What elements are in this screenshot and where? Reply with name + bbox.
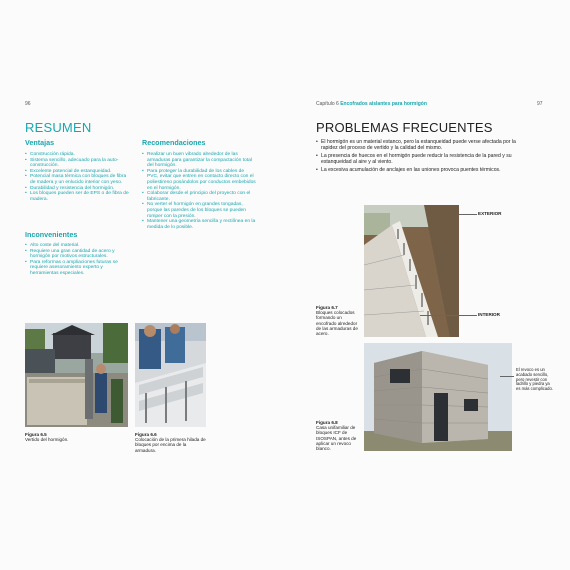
summary-title: RESUMEN [25,120,92,135]
list-item: • El hormigón es un material estanco, pero la estanqueidad puede verse afectada por la rapidez del proceso de vertido y la calidad del mismo. [316,139,516,151]
list-item: • Colaborar desde el principio del proyecto con el fabricante. [142,191,256,202]
list-item: • No verter el hormigón en grandes tongadas, porque las paredes de los bloques se pueden romper con la presión. [142,202,256,219]
chapter-header [316,101,427,107]
interior-leader-line [420,315,477,316]
recomendaciones-heading: Recomendaciones [142,138,206,147]
list-item: • Durabilidad y resistencia del hormigón. [25,186,131,192]
chapter-title: Encofrados aislantes para hormigón [340,101,427,107]
figure-label: Figura 6.8 [316,420,338,425]
exterior-label: EXTERIOR [478,211,502,216]
figure-6-7-caption [316,305,360,336]
figure-caption-text: Bloques colocados formando un encofrado alrededor de las armaduras de acero. [316,310,358,337]
list-item: • Mantener una geometría sencilla y rectilínea en la medida de lo posible. [142,219,256,230]
figure-6-5-photo [25,323,128,427]
page-number-right: 97 [537,101,543,107]
figure-label: Figura 6.5 [25,432,47,437]
exterior-leader-line [459,214,477,215]
figure-6-8-caption [316,420,360,451]
list-item: • Los bloques pueden ser de EPS o de fibra de madera. [25,191,131,202]
list-item: • Excelente potencial de estanqueidad. [25,169,131,175]
figure-label: Figura 6.7 [316,305,338,310]
page-number-left: 96 [25,101,31,107]
list-item: • La presencia de huecos en el hormigón puede reducir la resistencia de la pared y su estanqueidad al aire y al viento. [316,153,516,165]
figure-label: Figura 6.6 [135,432,157,437]
list-item: • La excesiva acumulación de anclajes en las uniones provoca puentes térmicos. [316,167,516,173]
list-item: • Construcción rápida. [25,152,131,158]
list-item: • Requiere una gran cantidad de acero y hormigón por motivos estructurales. [25,249,131,260]
problems-list [316,139,516,175]
figure-6-7-photo [364,205,459,337]
figure-caption-text: Vertido del hormigón. [25,437,69,443]
list-item: • Para proteger la durabilidad de los cables de PVC, evitar que entren en contacto directo con el poliestireno posándolos por conductos embebidos en el hormigón. [142,169,256,191]
recomendaciones-list [142,152,256,230]
figure-caption-text: Colocación de la primera hilada de bloques por encima de la armadura. [135,437,206,453]
list-item: • Alto coste del material. [25,243,131,249]
chapter-prefix: Capítulo 6 [316,101,339,107]
figure-6-8-photo [364,343,512,451]
figure-caption-text: Casa unifamiliar de bloques ICF de ISOSPAN, antes de aplicar un revoco blanco. [316,425,357,452]
list-item: • Potencial masa térmica con bloques de fibra de madera y un enlucido interior con yeso. [25,174,131,185]
list-item: • Para reformas o ampliaciones futuras se requiere asesoramiento experto y herramientas especiales. [25,260,131,277]
figure-6-5-caption [25,432,125,442]
figure-6-6-photo [135,323,206,427]
list-item: • Realizar un buen vibrado alrededor de las armaduras para garantizar la compactación total del hormigón. [142,152,256,169]
ventajas-list [25,152,131,202]
inconvenientes-heading: Inconvenientes [25,230,78,239]
list-item: • Sistema sencillo, adecuado para la auto-construcción. [25,158,131,169]
ventajas-heading: Ventajas [25,138,55,147]
problems-title: PROBLEMAS FRECUENTES [316,120,493,135]
figure-6-6-caption [135,432,207,453]
figure-6-8-note: El revoco es un acabado sencillo, pero revestir con ladrillo y piedra ya es más complicado. [516,367,554,392]
interior-label: INTERIOR [478,312,500,317]
note-leader-line [500,376,514,377]
inconvenientes-list [25,243,131,277]
